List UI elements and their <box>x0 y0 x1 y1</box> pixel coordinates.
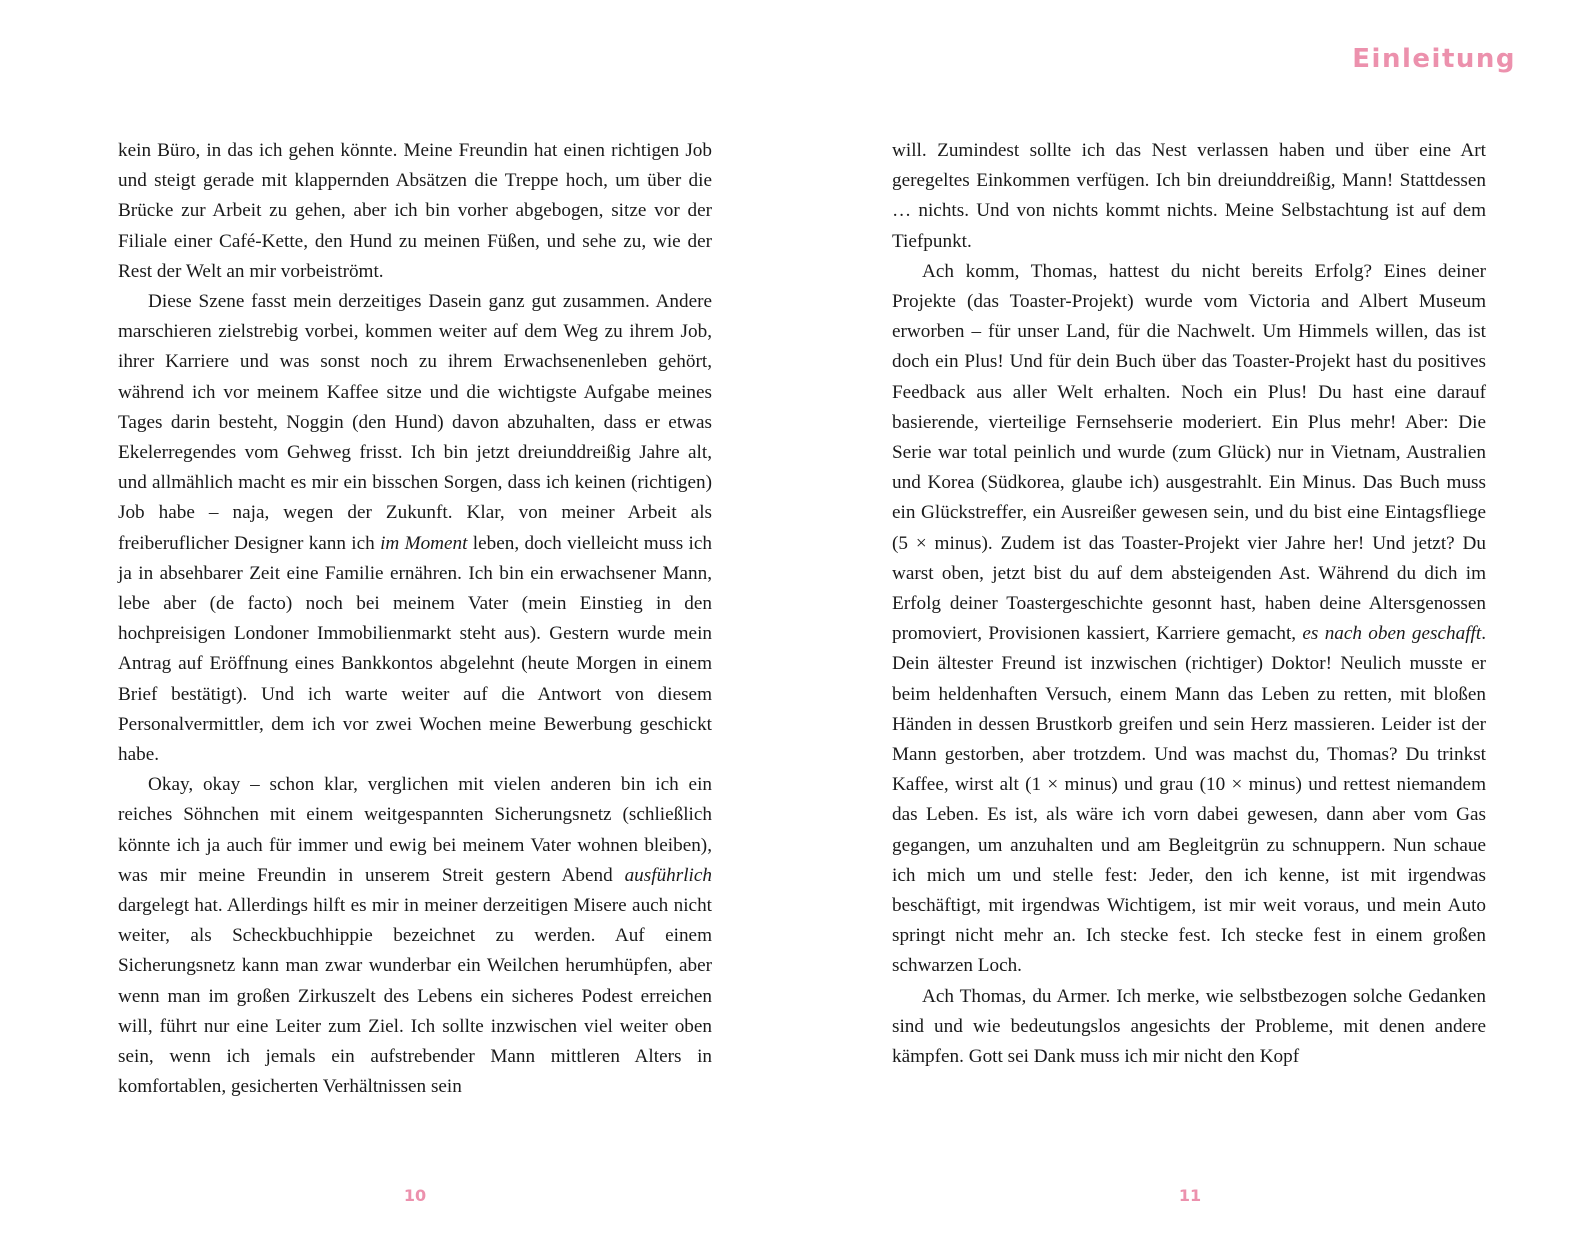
right-page-text <box>892 136 1486 1072</box>
text-segment: Ach komm, Thomas, hattest du nicht bereits Erfolg? Eines deiner Projekte (das Toaster-Projekt) wurde vom Victoria and Albert Museum erworben – für unser Land, für die Nachwelt. Um Himmels willen, das ist doch ein Plus! Und für dein Buch über das Toaster-Projekt hast du positives Feedback aus aller Welt erhalten. Noch ein Plus! Du hast eine darauf basierende, vierteilige Fernsehserie moderiert. Ein Plus mehr! Aber: Die Serie war total peinlich und wurde (zum Glück) nur in Vietnam, Australien und Korea (Südkorea, glaube ich) ausgestrahlt. Ein Minus. Das Buch muss ein Glückstreffer, ein Ausreißer gewesen sein, und du bist eine Eintagsfliege (5 × minus). Zudem ist das Toaster-Projekt vier Jahre her! Und jetzt? Du warst oben, jetzt bist du auf dem absteigenden Ast. Während du dich im Erfolg deiner Toastergeschichte gesonnt hast, haben deine Altersgenossen promoviert, Provisionen kassiert, Karriere gemacht, <box>892 260 1486 645</box>
text-segment: leben, doch vielleicht muss ich ja in absehbarer Zeit eine Familie ernähren. Ich bin ein erwachsener Mann, lebe aber (de facto) noch bei meinem Vater (mein Einstieg in den hochpreisigen Londoner Immobilienmarkt steht aus). Gestern wurde mein Antrag auf Eröffnung eines Bankkontos abgelehnt (heute Morgen in einem Brief bestätigt). Und ich warte weiter auf die Antwort von diesem Personalvermittler, dem ich vor zwei Wochen meine Bewerbung geschickt habe. <box>118 532 713 766</box>
left-paragraph-1 <box>118 136 712 287</box>
right-paragraph-1 <box>892 136 1486 257</box>
text-segment: Diese Szene fasst mein derzeitiges Dasein ganz gut zusammen. Andere marschieren zielstrebig vorbei, kommen weiter auf dem Weg zu ihrem Job, ihrer Karriere und was sonst noch zu ihrem Erwachsenenleben gehört, während ich vor meinem Kaffee sitze und die wichtigste Aufgabe meines Tages darin besteht, Noggin (den Hund) davon abzuhalten, dass er etwas Ekelerregendes vom Gehweg frisst. Ich bin jetzt dreiunddreißig Jahre alt, und allmählich macht es mir ein bisschen Sorgen, dass ich keinen (richtigen) Job habe – naja, wegen der Zukunft. Klar, von meiner Arbeit als freiberuflicher Designer kann ich <box>118 291 712 554</box>
text-segment: kein Büro, in das ich gehen könnte. Meine Freundin hat einen richtigen Job und steigt gerade mit klappernden Absätzen die Treppe hoch, um über die Brücke zur Arbeit zu gehen, aber ich bin vorher abgebogen, sitze vor der Filiale einer Café-Kette, den Hund zu meinen Füßen, und sehe zu, wie der Rest der Welt an mir vorbeiströmt. <box>118 140 712 282</box>
running-head: Einleitung <box>1352 44 1516 74</box>
text-segment: will. Zumindest sollte ich das Nest verlassen haben und über eine Art geregeltes Einkommen verfügen. Ich bin dreiunddreißig, Mann! Stattdessen … nichts. Und von nichts kommt nichts. Meine Selbstachtung ist auf dem Tiefpunkt. <box>892 140 1486 252</box>
emphasis-text: ausführlich <box>624 864 712 886</box>
right-paragraph-3 <box>892 982 1486 1073</box>
emphasis-text: im Moment <box>380 532 468 554</box>
text-segment: dargelegt hat. Allerdings hilft es mir in meiner derzeitigen Misere auch nicht weiter, als Scheckbuchhippie bezeichnet zu werden. Auf einem Sicherungsnetz kann man zwar wunderbar ein Weilchen herumhüpfen, aber wenn man im großen Zirkuszelt des Lebens ein sicheres Podest erreichen will, führt nur eine Leiter zum Ziel. Ich sollte inzwischen viel weiter oben sein, wenn ich jemals ein aufstrebender Mann mittleren Alters in komfortablen, gesicherten Verhältnissen sein <box>118 895 712 1098</box>
right-paragraph-2 <box>892 257 1486 982</box>
page-number-right: 11 <box>1178 1186 1202 1205</box>
text-segment: . Dein ältester Freund ist inzwischen (richtiger) Doktor! Neulich musste er beim heldenhaften Versuch, einem Mann das Leben zu retten, mit bloßen Händen in dessen Brustkorb greifen und sein Herz massieren. Leider ist der Mann gestorben, aber trotzdem. Und was machst du, Thomas? Du trinkst Kaffee, wirst alt (1 × minus) und grau (10 × minus) und rettest niemandem das Leben. Es ist, als wäre ich vorn dabei gewesen, dann aber vom Gas gegangen, um anzuhalten und am Begleitgrün zu schnuppern. Nun schaue ich mich um und stelle fest: Jeder, den ich kenne, ist mit irgendwas beschäftigt, mit irgendwas Wichtigem, ist mir weit voraus, und mein Auto springt nicht mehr an. Ich stecke fest. Ich stecke fest in einem großen schwarzen Loch. <box>892 623 1486 977</box>
left-paragraph-3 <box>118 770 712 1102</box>
text-segment: Ach Thomas, du Armer. Ich merke, wie selbstbezogen solche Gedanken sind und wie bedeutungslos angesichts der Probleme, mit denen andere kämpfen. Gott sei Dank muss ich mir nicht den Kopf <box>892 985 1486 1068</box>
left-paragraph-2 <box>118 287 712 770</box>
text-segment: Okay, okay – schon klar, verglichen mit vielen anderen bin ich ein reiches Söhnchen mit einem weitgespannten Sicherungsnetz (schließlich könnte ich ja auch für immer und ewig bei meinem Vater wohnen bleiben), was mir meine Freundin in unserem Streit gestern Abend <box>118 774 712 886</box>
left-page-text <box>118 136 712 1103</box>
page-number-left: 10 <box>403 1186 427 1205</box>
emphasis-text: es nach oben geschafft <box>1302 623 1482 645</box>
